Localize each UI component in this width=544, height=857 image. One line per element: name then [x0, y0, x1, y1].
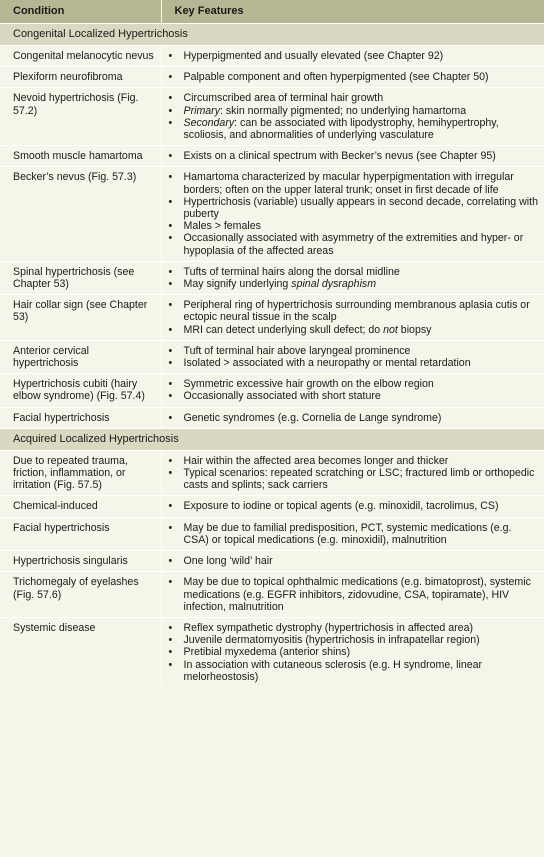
- features-cell: [161, 146, 544, 167]
- feature-item: • Reflex sympathetic dystrophy (hypertrichosis in affected area): [168, 622, 539, 634]
- feature-item: • Peripheral ring of hypertrichosis surrounding membranous aplasia cutis or ectopic neural tissue in the scalp: [168, 299, 539, 323]
- features-cell: [161, 46, 544, 67]
- table-row: [0, 67, 544, 88]
- condition-cell: Becker’s nevus (Fig. 57.3): [0, 167, 161, 261]
- table-row: [0, 517, 544, 550]
- feature-item: • One long ‘wild’ hair: [168, 555, 539, 567]
- feature-item: • Occasionally associated with asymmetry of the extremities and hyper- or hypoplasia of the affected areas: [168, 232, 539, 256]
- features-cell: [161, 496, 544, 517]
- features-cell: [161, 374, 544, 407]
- feature-text: MRI can detect underlying skull defect; do: [183, 323, 384, 336]
- feature-emphasis: Secondary: [183, 116, 235, 129]
- feature-item: • Tufts of terminal hairs along the dorsal midline: [168, 266, 539, 278]
- condition-cell: Plexiform neurofibroma: [0, 67, 161, 88]
- feature-text: : can be associated with lipodystrophy, hemihypertrophy, scoliosis, and abnormalities of underlying vasculature: [183, 116, 499, 142]
- features-list: [168, 345, 539, 369]
- feature-item: • Juvenile dermatomyositis (hypertrichosis in infrapatellar region): [168, 634, 539, 646]
- feature-item: • Males > females: [168, 220, 539, 232]
- feature-item: • Palpable component and often hyperpigmented (see Chapter 50): [168, 71, 539, 83]
- condition-cell: Anterior cervical hypertrichosis: [0, 340, 161, 373]
- feature-item: • Circumscribed area of terminal hair growth: [168, 92, 539, 104]
- table-row: [0, 340, 544, 373]
- header-row: [0, 0, 544, 24]
- section-title: Acquired Localized Hypertrichosis: [0, 428, 544, 450]
- table-row: [0, 496, 544, 517]
- condition-cell: Smooth muscle hamartoma: [0, 146, 161, 167]
- feature-item: • Occasionally associated with short stature: [168, 390, 539, 402]
- feature-item: [168, 324, 539, 336]
- table-row: [0, 572, 544, 618]
- features-cell: [161, 617, 544, 687]
- condition-cell: Spinal hypertrichosis (see Chapter 53): [0, 261, 161, 294]
- feature-item: [168, 117, 539, 141]
- table-row: [0, 551, 544, 572]
- table-row: [0, 167, 544, 261]
- feature-item: [168, 105, 539, 117]
- features-list: [168, 50, 539, 62]
- feature-item: • Hypertrichosis (variable) usually appears in second decade, correlating with puberty: [168, 196, 539, 220]
- table-row: [0, 261, 544, 294]
- header-key-features: Key Features: [161, 0, 544, 24]
- feature-item: • Genetic syndromes (e.g. Cornelia de Lange syndrome): [168, 412, 539, 424]
- features-list: [168, 555, 539, 567]
- feature-item: • Symmetric excessive hair growth on the elbow region: [168, 378, 539, 390]
- condition-cell: Congenital melanocytic nevus: [0, 46, 161, 67]
- feature-item: • Exposure to iodine or topical agents (e.g. minoxidil, tacrolimus, CS): [168, 500, 539, 512]
- feature-text: biopsy: [397, 323, 432, 336]
- features-cell: [161, 517, 544, 550]
- features-list: [168, 576, 539, 613]
- section-title: Congenital Localized Hypertrichosis: [0, 24, 544, 46]
- feature-item: • Exists on a clinical spectrum with Becker’s nevus (see Chapter 95): [168, 150, 539, 162]
- feature-item: • Isolated > associated with a neuropathy or mental retardation: [168, 357, 539, 369]
- feature-item: • In association with cutaneous sclerosis (e.g. H syndrome, linear melorheostosis): [168, 659, 539, 683]
- condition-cell: Due to repeated trauma, friction, inflammation, or irritation (Fig. 57.5): [0, 450, 161, 496]
- features-list: [168, 412, 539, 424]
- feature-emphasis: spinal dysraphism: [291, 278, 377, 291]
- condition-cell: Hypertrichosis cubiti (hairy elbow syndrome) (Fig. 57.4): [0, 374, 161, 407]
- features-list: [168, 622, 539, 683]
- features-list: [168, 92, 539, 141]
- features-list: [168, 500, 539, 512]
- features-list: [168, 171, 539, 256]
- feature-item: • Hyperpigmented and usually elevated (see Chapter 92): [168, 50, 539, 62]
- feature-item: • Typical scenarios: repeated scratching or LSC; fractured limb or orthopedic casts and splints; sack carriers: [168, 467, 539, 491]
- features-cell: [161, 167, 544, 261]
- table-row: [0, 407, 544, 428]
- table-row: [0, 617, 544, 687]
- condition-cell: Trichomegaly of eyelashes (Fig. 57.6): [0, 572, 161, 618]
- section-row-congenital: [0, 24, 544, 46]
- features-cell: [161, 261, 544, 294]
- features-cell: [161, 88, 544, 146]
- table-row: [0, 146, 544, 167]
- feature-text: : skin normally pigmented; no underlying hamartoma: [220, 104, 467, 117]
- feature-emphasis: not: [383, 323, 398, 336]
- features-list: [168, 522, 539, 546]
- condition-cell: Nevoid hypertrichosis (Fig. 57.2): [0, 88, 161, 146]
- table-row: [0, 88, 544, 146]
- feature-item: • May be due to familial predisposition, PCT, systemic medications (e.g. CSA) or topical medications (e.g. minoxidil), malnutrition: [168, 522, 539, 546]
- condition-cell: Facial hypertrichosis: [0, 517, 161, 550]
- table-row: [0, 295, 544, 341]
- feature-text: May signify underlying: [183, 278, 292, 291]
- features-list: [168, 71, 539, 83]
- feature-item: • Pretibial myxedema (anterior shins): [168, 646, 539, 658]
- condition-cell: Chemical-induced: [0, 496, 161, 517]
- feature-item: • May be due to topical ophthalmic medications (e.g. bimatoprost), systemic medications (e.g. EGFR inhibitors, zidovudine, CSA, topiramate), HIV infection, malnutrition: [168, 576, 539, 613]
- table-row: [0, 46, 544, 67]
- features-list: [168, 299, 539, 336]
- condition-cell: Systemic disease: [0, 617, 161, 687]
- feature-emphasis: Primary: [183, 104, 220, 117]
- header-condition: Condition: [0, 0, 161, 24]
- features-cell: [161, 295, 544, 341]
- feature-item: • Hamartoma characterized by macular hyperpigmentation with irregular borders; often on the upper lateral trunk; onset in first decade of life: [168, 171, 539, 195]
- feature-item: • Tuft of terminal hair above laryngeal prominence: [168, 345, 539, 357]
- features-cell: [161, 450, 544, 496]
- feature-item: [168, 278, 539, 290]
- condition-cell: Hypertrichosis singularis: [0, 551, 161, 572]
- features-list: [168, 455, 539, 492]
- features-cell: [161, 340, 544, 373]
- table-row: [0, 450, 544, 496]
- feature-item: • Hair within the affected area becomes longer and thicker: [168, 455, 539, 467]
- section-row-acquired: [0, 428, 544, 450]
- features-list: [168, 378, 539, 402]
- features-cell: [161, 407, 544, 428]
- features-cell: [161, 551, 544, 572]
- features-list: [168, 266, 539, 290]
- condition-cell: Hair collar sign (see Chapter 53): [0, 295, 161, 341]
- features-cell: [161, 67, 544, 88]
- features-cell: [161, 572, 544, 618]
- condition-cell: Facial hypertrichosis: [0, 407, 161, 428]
- table-row: [0, 374, 544, 407]
- features-list: [168, 150, 539, 162]
